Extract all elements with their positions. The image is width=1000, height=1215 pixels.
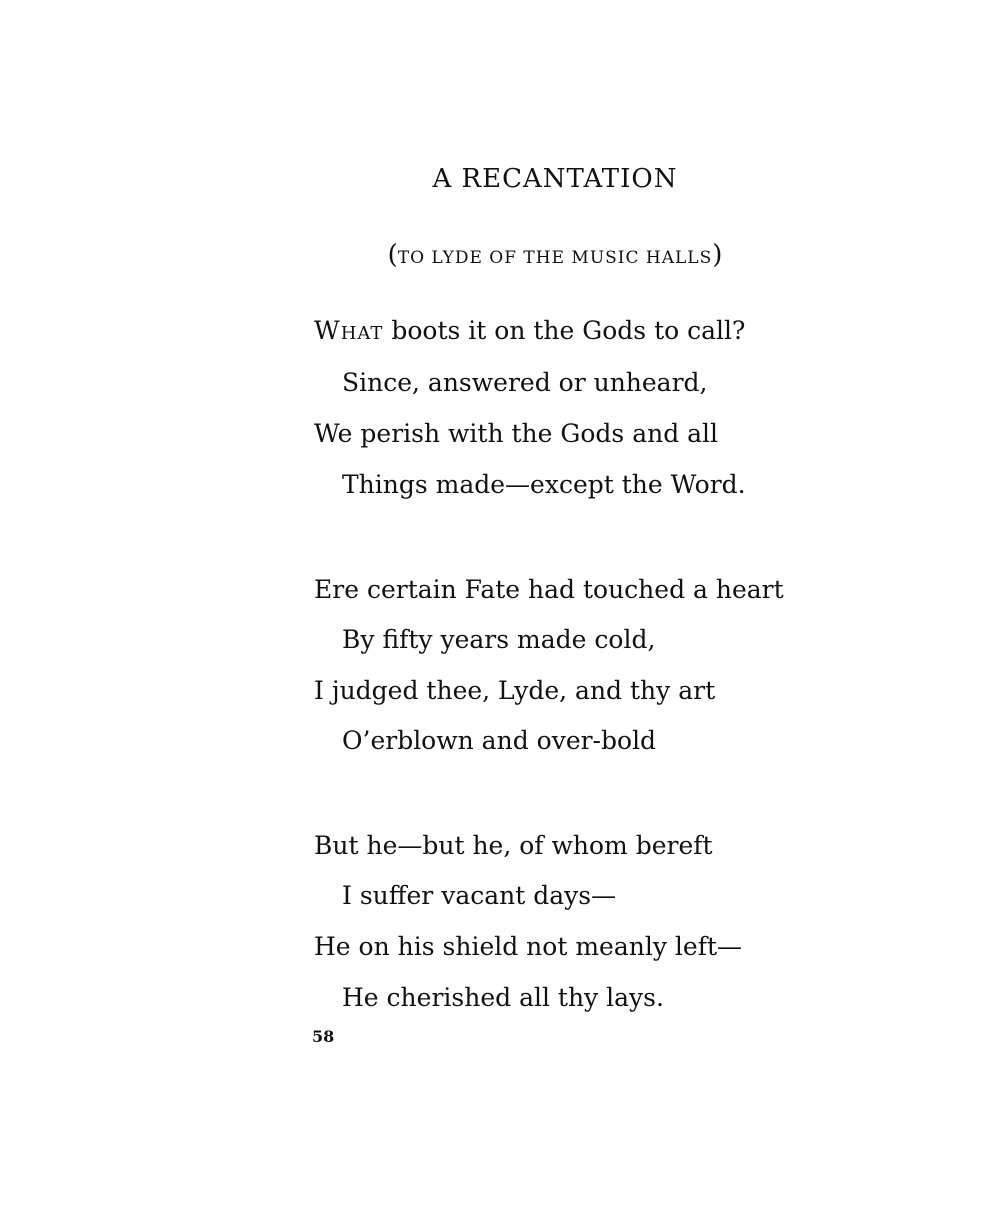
stanza-3-line-4: He cherished all thy lays. (342, 983, 664, 1012)
dedication-open-paren: ( (387, 240, 398, 270)
poem-dedication (0, 240, 1000, 270)
stanza-2-line-4: O’erblown and over-bold (342, 726, 657, 755)
stanza-3-line-1: But he—but he, of whom bereft (314, 831, 713, 860)
line-text: boots it on the Gods to call? (383, 316, 746, 345)
stanza-3-line-2: I suffer vacant days— (342, 881, 617, 910)
dedication-text: TO LYDE OF THE MUSIC HALLS (397, 248, 713, 268)
stanza-3-line-3: He on his shield not meanly left— (314, 932, 742, 961)
stanza-1-line-4: Things made—except the Word. (342, 470, 746, 499)
stanza-1-line-2: Since, answered or unheard, (342, 368, 708, 397)
page-number: 58 (312, 1027, 335, 1046)
stanza-2-line-3: I judged thee, Lyde, and thy art (314, 676, 716, 705)
stanza-2-line-1: Ere certain Fate had touched a heart (314, 575, 784, 604)
poem-title: A RECANTATION (432, 164, 678, 194)
stanza-1-line-1 (314, 316, 745, 346)
drop-word: What (314, 316, 384, 345)
stanza-1-line-3: We perish with the Gods and all (314, 419, 719, 448)
dedication-close-paren: ) (712, 240, 723, 270)
stanza-2-line-2: By fifty years made cold, (342, 625, 656, 654)
